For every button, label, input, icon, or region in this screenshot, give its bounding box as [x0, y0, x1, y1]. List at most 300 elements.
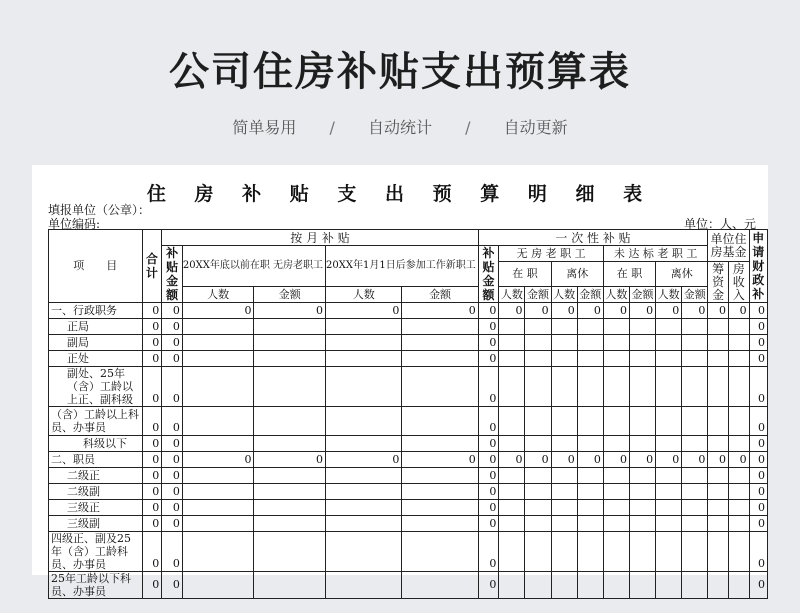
value-cell[interactable]: 0 — [162, 335, 183, 351]
value-cell[interactable]: 0 — [478, 351, 499, 367]
header-monthly: 按 月 补 贴 — [162, 230, 478, 246]
value-cell[interactable] — [708, 367, 729, 407]
value-cell[interactable] — [326, 335, 402, 351]
value-cell[interactable] — [656, 516, 682, 532]
value-cell[interactable] — [682, 516, 708, 532]
value-cell[interactable] — [326, 436, 402, 452]
table-row — [49, 335, 768, 351]
value-cell[interactable] — [656, 351, 682, 367]
value-cell[interactable]: 0 — [603, 303, 629, 319]
value-cell[interactable]: 0 — [551, 303, 577, 319]
value-cell[interactable]: 0 — [478, 484, 499, 500]
header-lump: 一 次 性 补 贴 — [478, 230, 708, 246]
value-cell[interactable] — [577, 351, 603, 367]
value-cell[interactable] — [551, 351, 577, 367]
value-cell[interactable] — [656, 572, 682, 599]
value-cell[interactable] — [656, 468, 682, 484]
value-cell[interactable]: 0 — [728, 303, 749, 319]
value-cell[interactable] — [254, 484, 326, 500]
value-cell[interactable]: 0 — [749, 407, 767, 436]
value-cell[interactable]: 0 — [749, 484, 767, 500]
value-cell[interactable] — [551, 484, 577, 500]
value-cell[interactable] — [499, 572, 525, 599]
value-cell[interactable]: 0 — [162, 516, 183, 532]
tag-auto-stat: 自动统计 — [367, 118, 432, 137]
value-cell[interactable]: 0 — [326, 452, 402, 468]
table-row — [49, 319, 768, 335]
table-row — [49, 351, 768, 367]
value-cell[interactable] — [402, 532, 478, 572]
value-cell[interactable]: 0 — [629, 303, 655, 319]
value-cell[interactable]: 0 — [749, 572, 767, 599]
value-cell[interactable]: 0 — [478, 500, 499, 516]
value-cell[interactable]: 0 — [402, 303, 478, 319]
header-amount: 金额 — [629, 287, 655, 303]
value-cell[interactable]: 0 — [182, 452, 254, 468]
value-cell[interactable] — [182, 572, 254, 599]
value-cell[interactable] — [728, 367, 749, 407]
value-cell[interactable] — [708, 407, 729, 436]
value-cell[interactable] — [551, 532, 577, 572]
value-cell[interactable]: 0 — [478, 407, 499, 436]
feature-tags — [0, 115, 800, 138]
value-cell[interactable] — [551, 407, 577, 436]
value-cell[interactable] — [402, 500, 478, 516]
value-cell[interactable] — [577, 484, 603, 500]
value-cell[interactable] — [254, 335, 326, 351]
value-cell[interactable] — [254, 436, 326, 452]
value-cell[interactable]: 0 — [162, 532, 183, 572]
value-cell[interactable]: 0 — [142, 516, 162, 532]
value-cell[interactable] — [525, 335, 551, 351]
value-cell[interactable] — [629, 351, 655, 367]
value-cell[interactable]: 0 — [162, 452, 183, 468]
value-cell[interactable] — [603, 468, 629, 484]
value-cell[interactable] — [254, 319, 326, 335]
row-label: 正局 — [49, 319, 143, 335]
value-cell[interactable] — [682, 572, 708, 599]
value-cell[interactable] — [326, 367, 402, 407]
value-cell[interactable] — [326, 319, 402, 335]
value-cell[interactable]: 0 — [708, 303, 729, 319]
value-cell[interactable] — [577, 319, 603, 335]
value-cell[interactable]: 0 — [525, 452, 551, 468]
value-cell[interactable] — [656, 319, 682, 335]
value-cell[interactable] — [525, 407, 551, 436]
value-cell[interactable] — [182, 436, 254, 452]
value-cell[interactable] — [728, 516, 749, 532]
value-cell[interactable]: 0 — [749, 532, 767, 572]
value-cell[interactable] — [326, 468, 402, 484]
value-cell[interactable] — [326, 351, 402, 367]
value-cell[interactable] — [629, 468, 655, 484]
header-item: 项 目 — [49, 230, 143, 303]
value-cell[interactable] — [603, 351, 629, 367]
value-cell[interactable]: 0 — [629, 452, 655, 468]
value-cell[interactable]: 0 — [162, 303, 183, 319]
value-cell[interactable] — [525, 367, 551, 407]
value-cell[interactable] — [603, 436, 629, 452]
value-cell[interactable] — [402, 351, 478, 367]
value-cell[interactable]: 0 — [603, 452, 629, 468]
value-cell[interactable]: 0 — [142, 319, 162, 335]
spreadsheet-preview — [32, 165, 768, 598]
value-cell[interactable] — [182, 484, 254, 500]
value-cell[interactable]: 0 — [749, 436, 767, 452]
value-cell[interactable]: 0 — [478, 319, 499, 335]
value-cell[interactable]: 0 — [728, 452, 749, 468]
value-cell[interactable] — [656, 532, 682, 572]
row-label: 二级副 — [49, 484, 143, 500]
value-cell[interactable] — [682, 367, 708, 407]
value-cell[interactable] — [402, 319, 478, 335]
value-cell[interactable] — [577, 468, 603, 484]
value-cell[interactable] — [182, 367, 254, 407]
value-cell[interactable] — [326, 484, 402, 500]
value-cell[interactable] — [577, 367, 603, 407]
value-cell[interactable] — [182, 500, 254, 516]
value-cell[interactable]: 0 — [682, 303, 708, 319]
table-row — [49, 484, 768, 500]
value-cell[interactable] — [629, 500, 655, 516]
value-cell[interactable]: 0 — [749, 351, 767, 367]
value-cell[interactable] — [708, 436, 729, 452]
value-cell[interactable] — [708, 351, 729, 367]
table-row — [49, 436, 768, 452]
value-cell[interactable]: 0 — [749, 319, 767, 335]
value-cell[interactable]: 0 — [499, 452, 525, 468]
value-cell[interactable]: 0 — [525, 303, 551, 319]
value-cell[interactable] — [499, 367, 525, 407]
value-cell[interactable] — [603, 500, 629, 516]
value-cell[interactable] — [254, 468, 326, 484]
value-cell[interactable] — [254, 407, 326, 436]
tag-separator: / — [465, 118, 471, 137]
document-title: 住 房 补 贴 支 出 预 算 明 细 表 — [146, 183, 654, 205]
value-cell[interactable] — [728, 572, 749, 599]
value-cell[interactable] — [577, 516, 603, 532]
value-cell[interactable] — [682, 468, 708, 484]
value-cell[interactable]: 0 — [478, 303, 499, 319]
value-cell[interactable] — [708, 335, 729, 351]
value-cell[interactable]: 0 — [142, 367, 162, 407]
value-cell[interactable] — [682, 319, 708, 335]
value-cell[interactable]: 0 — [478, 532, 499, 572]
value-cell[interactable] — [708, 500, 729, 516]
value-cell[interactable] — [551, 367, 577, 407]
value-cell[interactable] — [629, 367, 655, 407]
header-amount: 金额 — [682, 287, 708, 303]
value-cell[interactable] — [254, 351, 326, 367]
value-cell[interactable]: 0 — [749, 468, 767, 484]
value-cell[interactable]: 0 — [749, 303, 767, 319]
value-cell[interactable]: 0 — [478, 367, 499, 407]
value-cell[interactable] — [682, 484, 708, 500]
value-cell[interactable] — [577, 500, 603, 516]
row-label: 一、行政职务 — [49, 303, 143, 319]
header-total: 合计 — [142, 230, 162, 303]
value-cell[interactable] — [728, 335, 749, 351]
value-cell[interactable] — [525, 500, 551, 516]
value-cell[interactable]: 0 — [577, 303, 603, 319]
value-cell[interactable]: 0 — [142, 303, 162, 319]
value-cell[interactable]: 0 — [142, 532, 162, 572]
value-cell[interactable] — [629, 407, 655, 436]
value-cell[interactable] — [525, 532, 551, 572]
header-in-service: 在 职 — [499, 262, 551, 287]
value-cell[interactable] — [499, 319, 525, 335]
header-people: 人数 — [656, 287, 682, 303]
row-label: 三级副 — [49, 516, 143, 532]
value-cell[interactable] — [525, 572, 551, 599]
value-cell[interactable] — [402, 516, 478, 532]
value-cell[interactable]: 0 — [656, 452, 682, 468]
value-cell[interactable] — [551, 436, 577, 452]
value-cell[interactable]: 0 — [656, 303, 682, 319]
value-cell[interactable] — [682, 407, 708, 436]
value-cell[interactable] — [728, 532, 749, 572]
header-rent: 房收入 — [728, 262, 749, 303]
value-cell[interactable] — [326, 500, 402, 516]
value-cell[interactable] — [577, 407, 603, 436]
value-cell[interactable] — [182, 407, 254, 436]
value-cell[interactable]: 0 — [326, 303, 402, 319]
value-cell[interactable] — [728, 351, 749, 367]
value-cell[interactable]: 0 — [142, 407, 162, 436]
value-cell[interactable]: 0 — [162, 319, 183, 335]
value-cell[interactable]: 0 — [478, 572, 499, 599]
header-amount: 金额 — [254, 287, 326, 303]
value-cell[interactable] — [728, 319, 749, 335]
tag-auto-update: 自动更新 — [503, 118, 568, 137]
value-cell[interactable]: 0 — [478, 468, 499, 484]
value-cell[interactable]: 0 — [577, 452, 603, 468]
value-cell[interactable] — [603, 532, 629, 572]
value-cell[interactable] — [629, 572, 655, 599]
value-cell[interactable]: 0 — [162, 572, 183, 599]
value-cell[interactable] — [499, 484, 525, 500]
value-cell[interactable] — [551, 516, 577, 532]
value-cell[interactable]: 0 — [478, 436, 499, 452]
value-cell[interactable]: 0 — [499, 303, 525, 319]
value-cell[interactable]: 0 — [142, 572, 162, 599]
table-row — [49, 500, 768, 516]
value-cell[interactable] — [603, 319, 629, 335]
budget-table — [48, 229, 768, 599]
value-cell[interactable]: 0 — [142, 452, 162, 468]
value-cell[interactable] — [656, 500, 682, 516]
value-cell[interactable] — [577, 572, 603, 599]
value-cell[interactable] — [254, 516, 326, 532]
value-cell[interactable]: 0 — [551, 452, 577, 468]
value-cell[interactable]: 0 — [162, 500, 183, 516]
header-amount: 金额 — [525, 287, 551, 303]
value-cell[interactable] — [525, 319, 551, 335]
value-cell[interactable] — [728, 468, 749, 484]
value-cell[interactable] — [629, 436, 655, 452]
value-cell[interactable]: 0 — [749, 516, 767, 532]
table-row — [49, 407, 768, 436]
value-cell[interactable] — [629, 484, 655, 500]
value-cell[interactable] — [728, 407, 749, 436]
header-people: 人数 — [326, 287, 402, 303]
value-cell[interactable] — [656, 335, 682, 351]
value-cell[interactable] — [326, 532, 402, 572]
value-cell[interactable] — [499, 500, 525, 516]
value-cell[interactable]: 0 — [402, 452, 478, 468]
value-cell[interactable] — [656, 436, 682, 452]
value-cell[interactable]: 0 — [142, 468, 162, 484]
value-cell[interactable] — [656, 367, 682, 407]
row-label: 二、职员 — [49, 452, 143, 468]
value-cell[interactable]: 0 — [682, 452, 708, 468]
value-cell[interactable]: 0 — [162, 436, 183, 452]
value-cell[interactable] — [326, 572, 402, 599]
value-cell[interactable]: 0 — [142, 500, 162, 516]
header-no-house: 无 房 老 职 工 — [499, 246, 604, 262]
value-cell[interactable] — [682, 351, 708, 367]
unit-label: 单位：人、元 — [683, 217, 756, 231]
table-row — [49, 532, 768, 572]
value-cell[interactable] — [577, 436, 603, 452]
value-cell[interactable] — [402, 468, 478, 484]
value-cell[interactable]: 0 — [478, 516, 499, 532]
value-cell[interactable] — [499, 436, 525, 452]
header-raise: 筹资金 — [708, 262, 729, 303]
value-cell[interactable] — [551, 500, 577, 516]
value-cell[interactable]: 0 — [162, 367, 183, 407]
value-cell[interactable] — [708, 532, 729, 572]
value-cell[interactable] — [525, 516, 551, 532]
header-amount: 金额 — [402, 287, 478, 303]
value-cell[interactable] — [577, 532, 603, 572]
value-cell[interactable] — [656, 407, 682, 436]
value-cell[interactable] — [402, 436, 478, 452]
value-cell[interactable] — [326, 407, 402, 436]
value-cell[interactable] — [577, 335, 603, 351]
value-cell[interactable]: 0 — [162, 468, 183, 484]
header-fund: 单位住房基金 — [708, 230, 749, 262]
row-label: 四级正、副及25年（含）工龄科员、办事员 — [49, 532, 143, 572]
value-cell[interactable]: 0 — [142, 351, 162, 367]
value-cell[interactable] — [728, 484, 749, 500]
value-cell[interactable] — [551, 319, 577, 335]
value-cell[interactable]: 0 — [708, 452, 729, 468]
value-cell[interactable] — [603, 484, 629, 500]
value-cell[interactable] — [402, 484, 478, 500]
value-cell[interactable] — [402, 572, 478, 599]
value-cell[interactable] — [708, 484, 729, 500]
value-cell[interactable]: 0 — [162, 484, 183, 500]
value-cell[interactable] — [656, 484, 682, 500]
value-cell[interactable] — [551, 468, 577, 484]
value-cell[interactable] — [682, 436, 708, 452]
value-cell[interactable] — [525, 484, 551, 500]
header-people: 人数 — [603, 287, 629, 303]
value-cell[interactable] — [182, 319, 254, 335]
value-cell[interactable] — [182, 532, 254, 572]
value-cell[interactable] — [182, 351, 254, 367]
value-cell[interactable] — [682, 335, 708, 351]
value-cell[interactable]: 0 — [162, 407, 183, 436]
value-cell[interactable] — [603, 572, 629, 599]
value-cell[interactable] — [499, 532, 525, 572]
value-cell[interactable] — [629, 532, 655, 572]
value-cell[interactable] — [603, 516, 629, 532]
value-cell[interactable]: 0 — [749, 335, 767, 351]
value-cell[interactable] — [525, 468, 551, 484]
value-cell[interactable] — [182, 335, 254, 351]
header-old-staff: 20XX年底以前在职 无房老职工 — [182, 246, 325, 287]
value-cell[interactable] — [551, 335, 577, 351]
value-cell[interactable]: 0 — [182, 303, 254, 319]
value-cell[interactable] — [499, 468, 525, 484]
value-cell[interactable] — [182, 468, 254, 484]
banner-title: 公司住房补贴支出预算表 — [169, 49, 631, 95]
value-cell[interactable] — [603, 335, 629, 351]
value-cell[interactable]: 0 — [162, 351, 183, 367]
value-cell[interactable]: 0 — [749, 500, 767, 516]
value-cell[interactable]: 0 — [254, 303, 326, 319]
value-cell[interactable] — [499, 516, 525, 532]
value-cell[interactable]: 0 — [142, 484, 162, 500]
value-cell[interactable] — [551, 572, 577, 599]
value-cell[interactable] — [708, 319, 729, 335]
value-cell[interactable] — [402, 367, 478, 407]
table-row — [49, 516, 768, 532]
value-cell[interactable]: 0 — [142, 436, 162, 452]
value-cell[interactable] — [499, 335, 525, 351]
row-label: 正处 — [49, 351, 143, 367]
value-cell[interactable] — [402, 335, 478, 351]
value-cell[interactable] — [402, 407, 478, 436]
value-cell[interactable] — [728, 436, 749, 452]
value-cell[interactable]: 0 — [749, 367, 767, 407]
value-cell[interactable] — [525, 351, 551, 367]
value-cell[interactable] — [525, 436, 551, 452]
value-cell[interactable] — [499, 407, 525, 436]
value-cell[interactable]: 0 — [478, 335, 499, 351]
row-label: 副处、25年（含）工龄以上正、副科级 — [49, 367, 143, 407]
value-cell[interactable] — [603, 367, 629, 407]
value-cell[interactable] — [629, 335, 655, 351]
header-people: 人数 — [182, 287, 254, 303]
header-apply: 申请财政补 — [749, 230, 767, 303]
value-cell[interactable] — [708, 468, 729, 484]
row-label: 二级正 — [49, 468, 143, 484]
value-cell[interactable] — [708, 572, 729, 599]
value-cell[interactable]: 0 — [749, 452, 767, 468]
value-cell[interactable] — [629, 516, 655, 532]
value-cell[interactable] — [603, 407, 629, 436]
value-cell[interactable] — [254, 532, 326, 572]
value-cell[interactable] — [708, 516, 729, 532]
value-cell[interactable] — [629, 319, 655, 335]
value-cell[interactable] — [254, 572, 326, 599]
value-cell[interactable] — [728, 500, 749, 516]
value-cell[interactable]: 0 — [254, 452, 326, 468]
value-cell[interactable] — [254, 500, 326, 516]
value-cell[interactable] — [182, 516, 254, 532]
value-cell[interactable]: 0 — [478, 452, 499, 468]
value-cell[interactable]: 0 — [142, 335, 162, 351]
value-cell[interactable] — [682, 532, 708, 572]
table-row — [49, 303, 768, 319]
value-cell[interactable] — [254, 367, 326, 407]
value-cell[interactable] — [682, 500, 708, 516]
value-cell[interactable] — [326, 516, 402, 532]
value-cell[interactable] — [499, 351, 525, 367]
